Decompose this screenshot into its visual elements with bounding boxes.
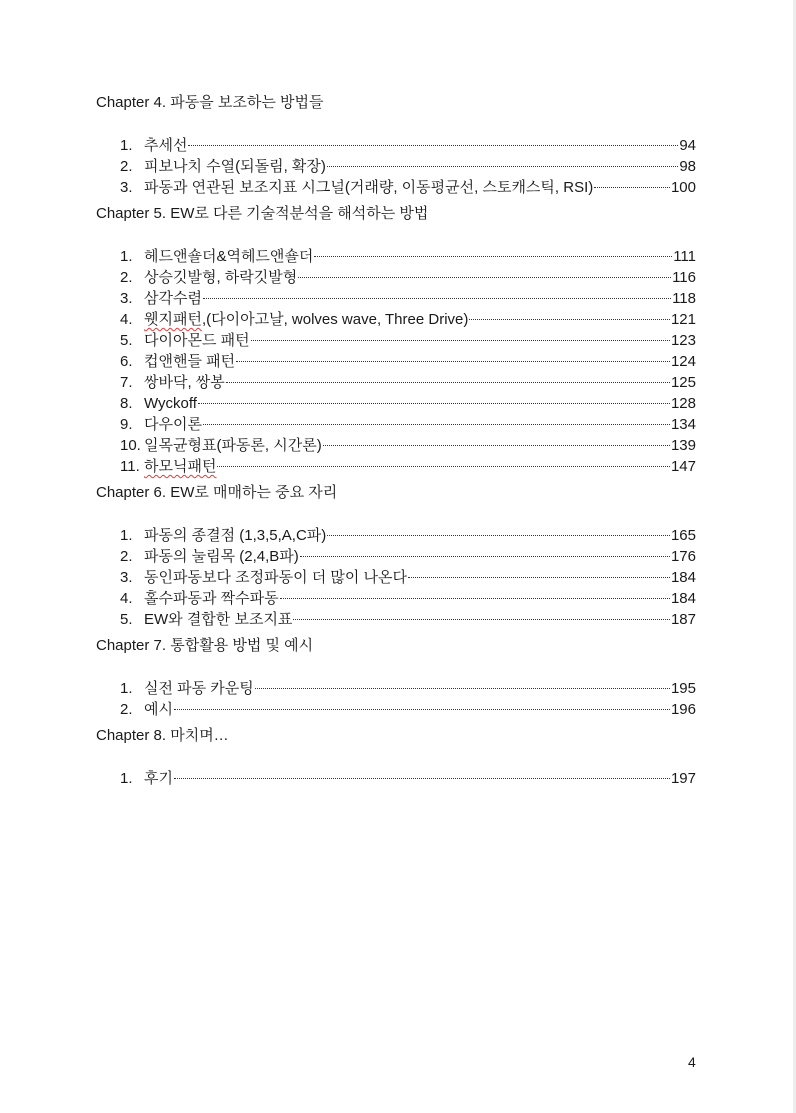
entry-number: 11.	[120, 458, 140, 475]
entry-page-number: 121	[670, 311, 696, 328]
entry-page-number: 118	[672, 290, 696, 307]
entry-number: 3.	[120, 569, 133, 586]
chapter-title: Chapter 6. EW로 매매하는 중요 자리	[96, 484, 338, 501]
entry-number: 1.	[120, 137, 133, 154]
entry-page-number: 134	[670, 416, 696, 433]
entry-number: 3.	[120, 179, 133, 196]
entry-title: 동인파동보다 조정파동이 더 많이 나온다	[144, 569, 408, 586]
chapter-title: Chapter 8. 마치며…	[96, 727, 229, 744]
entry-number: 1.	[120, 248, 133, 265]
entry-number: 5.	[120, 611, 133, 628]
entry-page-number: 147	[670, 458, 696, 475]
page-number: 4	[688, 1054, 696, 1070]
chapter-title: Chapter 7. 통합활용 방법 및 예시	[96, 637, 314, 654]
entry-number: 1.	[120, 527, 133, 544]
entry-page-number: 111	[673, 248, 696, 265]
entry-title: Wyckoff	[144, 395, 197, 412]
dot-leader	[174, 762, 670, 783]
entry-page-number: 139	[670, 437, 696, 454]
chapter-title: Chapter 5. EW로 다른 기술적분석을 해석하는 방법	[96, 205, 429, 222]
entry-number: 4.	[120, 590, 133, 607]
dot-leader	[203, 408, 670, 429]
entry-page-number: 184	[670, 569, 696, 586]
entry-number: 2.	[120, 158, 133, 175]
chapter-5	[96, 204, 696, 475]
entry-title: 삼각수렴	[144, 290, 202, 307]
entry-subtitle: ,(다이아고날, wolves wave, Three Drive)	[201, 311, 469, 328]
dot-leader	[293, 603, 670, 624]
entry-title: 홀수파동과 짝수파동	[144, 590, 279, 607]
entry-title: 추세선	[144, 137, 188, 154]
chapter-entries	[96, 762, 696, 787]
entry-page-number: 98	[679, 158, 696, 175]
dot-leader	[188, 129, 678, 150]
entry-page-number: 195	[670, 680, 696, 697]
entry-title: 후기	[144, 770, 173, 787]
entry-title: 파동의 눌림목 (2,4,B파)	[144, 548, 299, 565]
chapter-entries	[96, 672, 696, 718]
dot-leader	[226, 366, 670, 387]
entry-number: 10.	[120, 437, 141, 454]
entry-page-number: 197	[670, 770, 696, 787]
dot-leader	[300, 540, 670, 561]
chapter-6	[96, 483, 696, 628]
entry-number: 5.	[120, 332, 133, 349]
entry-page-number: 187	[670, 611, 696, 628]
chapter-entries	[96, 519, 696, 628]
entry-title: 예시	[144, 701, 173, 718]
entry-page-number: 94	[679, 137, 696, 154]
entry-title-misspelled: 웻지패턴	[144, 311, 202, 328]
toc-entry[interactable]	[96, 519, 696, 544]
dot-leader	[327, 150, 678, 171]
dot-leader	[594, 171, 670, 192]
entry-title-misspelled: 하모닉패턴	[144, 458, 217, 475]
dot-leader	[255, 672, 670, 693]
chapter-title: Chapter 4. 파동을 보조하는 방법들	[96, 94, 324, 111]
table-of-contents	[96, 93, 696, 787]
entry-number: 9.	[120, 416, 133, 433]
entry-page-number: 116	[672, 269, 696, 286]
entry-number: 2.	[120, 701, 133, 718]
entry-title: 파동과 연관된 보조지표 시그널(거래량, 이동평균선, 스토캐스틱, RSI)	[144, 179, 594, 196]
dot-leader	[469, 303, 670, 324]
toc-entry[interactable]	[96, 672, 696, 697]
entry-title: EW와 결합한 보조지표	[144, 611, 293, 628]
toc-entry[interactable]	[96, 129, 696, 154]
entry-page-number: 196	[670, 701, 696, 718]
entry-title: 실전 파동 카운팅	[144, 680, 254, 697]
entry-page-number: 123	[670, 332, 696, 349]
entry-title: 헤드앤숄더&역헤드앤숄더	[144, 248, 314, 265]
entry-page-number: 184	[670, 590, 696, 607]
dot-leader	[251, 324, 670, 345]
entry-title: 일목균형표(파동론, 시간론)	[144, 437, 322, 454]
entry-number: 2.	[120, 269, 133, 286]
dot-leader	[198, 387, 670, 408]
entry-page-number: 100	[670, 179, 696, 196]
entry-title: 피보나치 수열(되돌림, 확장)	[144, 158, 326, 175]
entry-title: 다우이론	[144, 416, 202, 433]
entry-title: 상승깃발형, 하락깃발형	[144, 269, 298, 286]
entry-title: 파동의 종결점 (1,3,5,A,C파)	[144, 527, 327, 544]
entry-page-number: 124	[670, 353, 696, 370]
entry-title: 쌍바닥, 쌍봉	[144, 374, 225, 391]
chapter-entries	[96, 129, 696, 196]
dot-leader	[280, 582, 670, 603]
entry-page-number: 128	[670, 395, 696, 412]
dot-leader	[323, 429, 670, 450]
dot-leader	[174, 693, 670, 714]
entry-number: 3.	[120, 290, 133, 307]
chapter-8	[96, 726, 696, 787]
entry-number: 1.	[120, 680, 133, 697]
dot-leader	[217, 450, 670, 471]
dot-leader	[327, 519, 670, 540]
entry-number: 8.	[120, 395, 133, 412]
entry-number: 1.	[120, 770, 133, 787]
entry-number: 7.	[120, 374, 133, 391]
entry-title: 컵앤핸들 패턴	[144, 353, 236, 370]
entry-page-number: 125	[670, 374, 696, 391]
toc-entry[interactable]	[96, 693, 696, 718]
chapter-4	[96, 93, 696, 196]
dot-leader	[298, 261, 671, 282]
entry-number: 2.	[120, 548, 133, 565]
dot-leader	[203, 282, 671, 303]
dot-leader	[314, 240, 672, 261]
toc-entry[interactable]	[96, 762, 696, 787]
entry-title: 다이아몬드 패턴	[144, 332, 250, 349]
entry-number: 4.	[120, 311, 133, 328]
chapter-entries	[96, 240, 696, 475]
entry-page-number: 176	[670, 548, 696, 565]
entry-number: 6.	[120, 353, 133, 370]
dot-leader	[408, 561, 670, 582]
toc-entry[interactable]	[96, 240, 696, 265]
entry-page-number: 165	[670, 527, 696, 544]
dot-leader	[236, 345, 670, 366]
chapter-7	[96, 636, 696, 718]
